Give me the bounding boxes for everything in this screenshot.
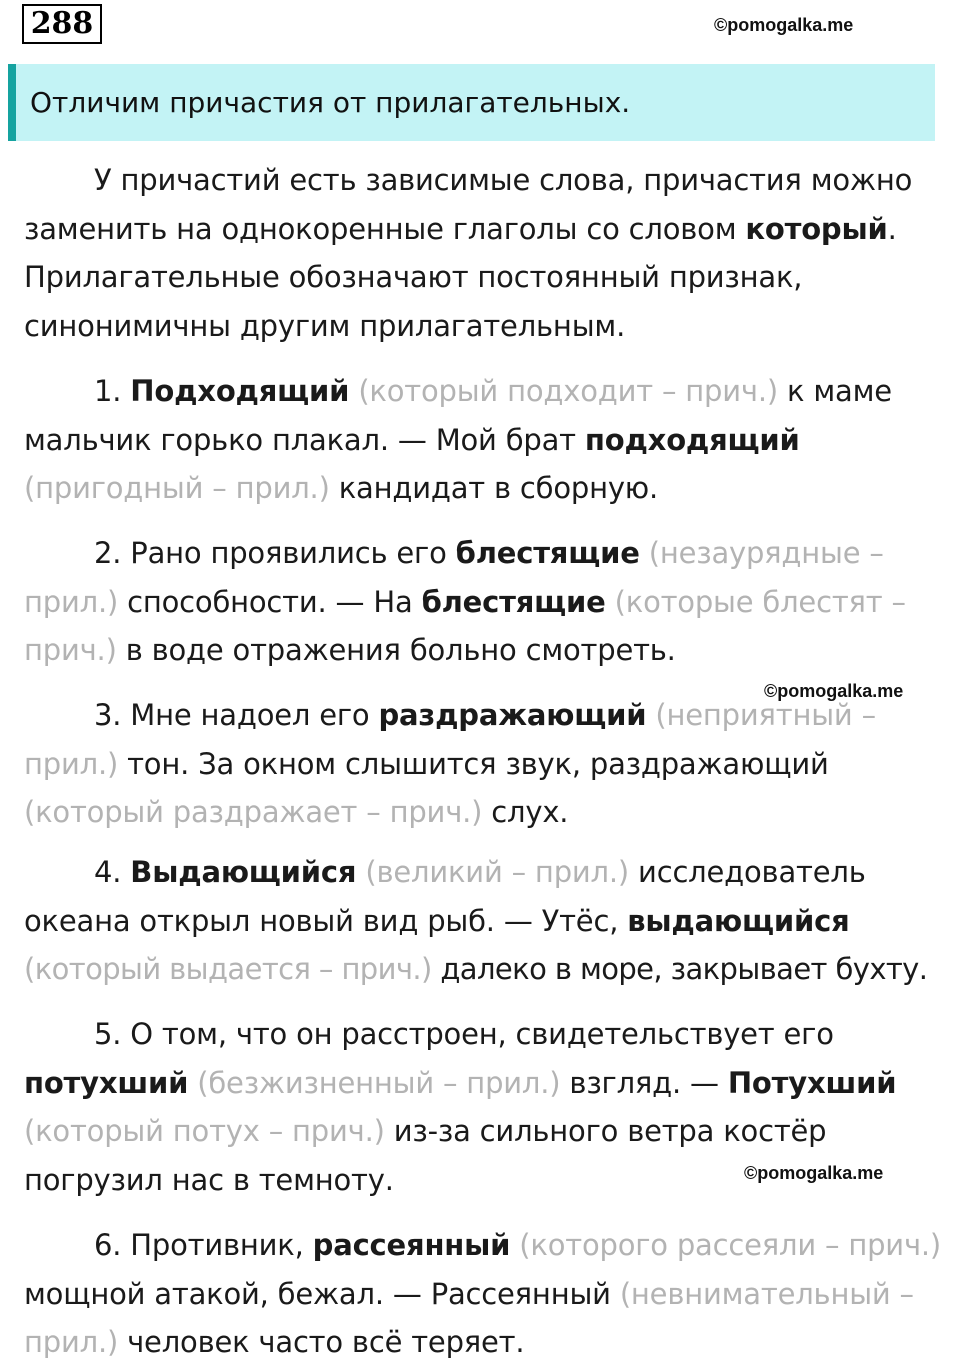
- explanation: (который раздражает – прич.): [24, 795, 483, 829]
- highlight-word: выдающийся: [627, 903, 850, 938]
- item-text: 5. О том, что он расстроен, свидетельствует его: [94, 1017, 834, 1051]
- explanation: (который потух – прич.): [24, 1114, 385, 1148]
- intro-line: .: [887, 211, 897, 246]
- watermark: ©pomogalka.me: [714, 15, 854, 35]
- explanation: (который выдается – прич.): [24, 952, 432, 986]
- item-text: 2. Рано проявились его: [94, 536, 456, 570]
- intro-line: синонимичны другим прилагательным.: [24, 308, 626, 343]
- item-text: слух.: [482, 795, 569, 829]
- explanation: прил.): [24, 1325, 119, 1359]
- item-text: 4.: [94, 855, 131, 889]
- item-text: океана открыл новый вид рыб. — Утёс,: [24, 903, 628, 938]
- item-text: кандидат в сборную.: [329, 471, 659, 505]
- highlight-word: рассеянный: [312, 1228, 511, 1262]
- example-item-2: [24, 529, 954, 675]
- item-text: из-за сильного ветра костёр: [384, 1114, 827, 1148]
- highlight-word: Потухший: [727, 1065, 897, 1100]
- intro-line: Прилагательные обозначают постоянный признак,: [24, 260, 803, 294]
- exercise-number: 288: [22, 4, 102, 44]
- explanation: (неприятный –: [655, 698, 876, 732]
- highlight-word: Подходящий: [130, 374, 350, 408]
- highlight-word: подходящий: [584, 422, 800, 457]
- item-text: 1.: [94, 374, 131, 408]
- highlight-word: Выдающийся: [130, 855, 357, 889]
- explanation: (которого рассеяли – прич.): [519, 1228, 942, 1262]
- item-text: [188, 1066, 197, 1100]
- watermark: ©pomogalka.me: [764, 681, 904, 701]
- item-text: далеко в море, закрывает бухту.: [431, 952, 928, 986]
- item-text: погрузил нас в темноту.: [24, 1162, 394, 1197]
- item-text: 6. Противник,: [94, 1228, 313, 1262]
- item-text: [349, 374, 358, 408]
- item-text: к маме: [777, 374, 892, 408]
- highlight-word: раздражающий: [378, 698, 647, 732]
- explanation: (который подходит – прич.): [358, 374, 778, 408]
- example-item-6: [24, 1221, 954, 1367]
- explanation: (великий – прил.): [365, 855, 630, 889]
- item-text: взгляд. —: [560, 1065, 728, 1100]
- explanation: (которые блестят –: [614, 584, 906, 619]
- task-title: Отличим причастия от прилагательных.: [30, 86, 631, 119]
- item-text: человек часто всё теряет.: [118, 1325, 525, 1359]
- item-text: мощной атакой, бежал. — Рассеянный: [24, 1276, 620, 1311]
- highlight-word: блестящие: [421, 584, 606, 619]
- item-text: [640, 536, 649, 570]
- item-text: способности. — На: [118, 584, 422, 619]
- explanation: прил.): [24, 584, 119, 619]
- item-text: исследователь: [629, 855, 866, 889]
- item-text: тон. За окном слышится звук, раздражающий: [118, 746, 829, 781]
- item-text: 3. Мне надоел его: [94, 698, 379, 732]
- example-item-4: [24, 848, 954, 994]
- intro-line: У причастий есть зависимые слова, причастия можно: [94, 163, 913, 197]
- example-item-3: [24, 691, 954, 837]
- watermark: ©pomogalka.me: [744, 1163, 884, 1183]
- item-text: мальчик горько плакал. — Мой брат: [24, 422, 585, 457]
- example-item-1: [24, 367, 954, 513]
- explanation: прич.): [24, 633, 117, 667]
- keyword: который: [745, 211, 888, 246]
- highlight-word: блестящие: [455, 536, 640, 570]
- item-text: в воде отражения больно смотреть.: [116, 633, 676, 667]
- highlight-word: потухший: [24, 1065, 189, 1100]
- item-text: [606, 585, 615, 619]
- explanation: (пригодный – прил.): [24, 471, 330, 505]
- task-banner: [8, 64, 935, 141]
- item-text: [510, 1228, 519, 1262]
- explanation: (безжизненный – прил.): [197, 1065, 561, 1100]
- item-text: [356, 855, 365, 889]
- intro-line: заменить на однокоренные глаголы со словом: [24, 211, 746, 246]
- intro-paragraph: [24, 156, 954, 350]
- explanation: (незаурядные –: [648, 536, 884, 570]
- explanation: прил.): [24, 746, 119, 781]
- explanation: (невнимательный –: [619, 1276, 914, 1311]
